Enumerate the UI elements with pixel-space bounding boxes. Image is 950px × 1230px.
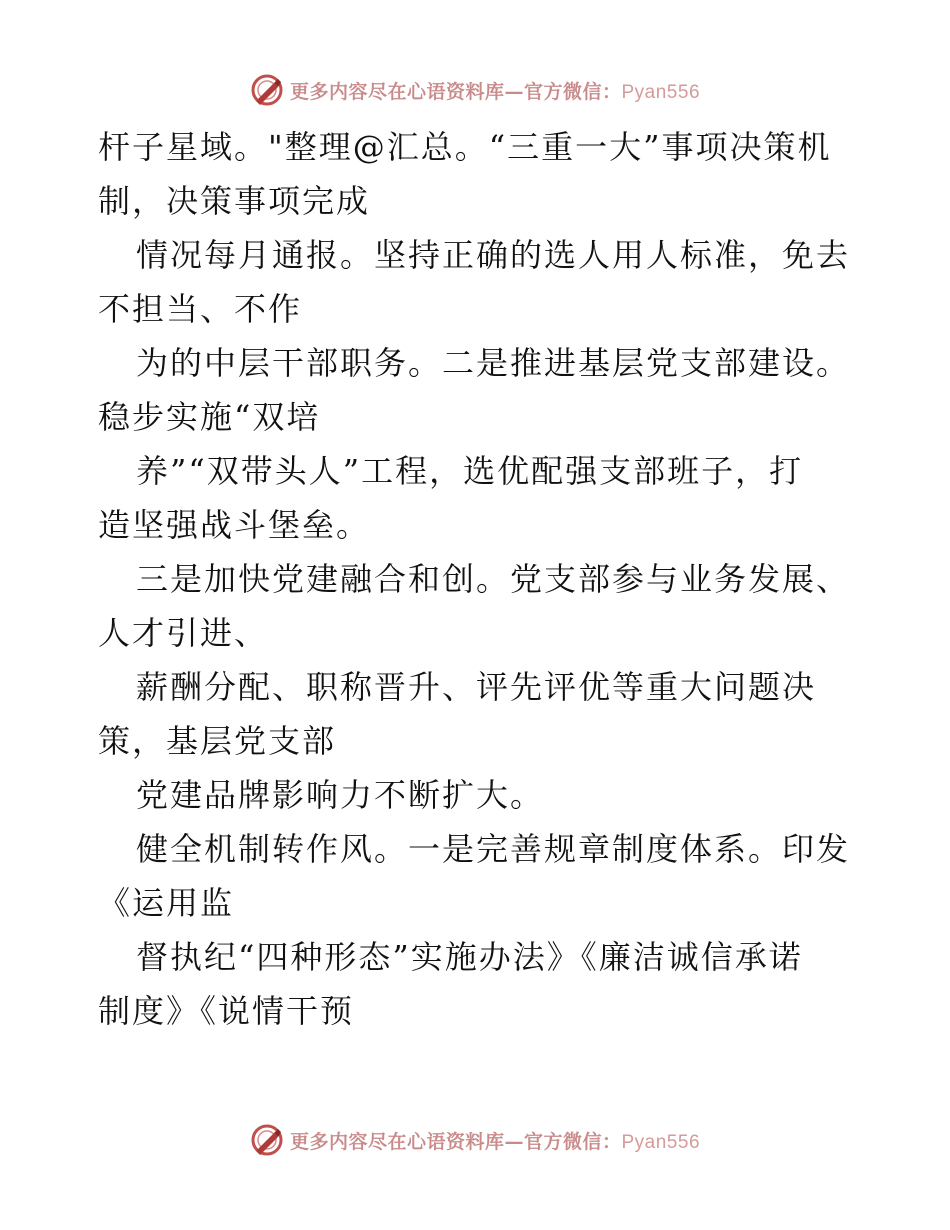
text-line: 人才引进、	[98, 614, 269, 652]
text-line: 造坚强战斗堡垒。	[98, 506, 371, 544]
text-line: 不担当、不作	[98, 290, 303, 328]
document-body	[98, 120, 858, 1038]
text-line: 三是加快党建融合和创。党支部参与业务发展、	[136, 560, 851, 598]
text-line: 《运用监	[98, 884, 235, 922]
text-line: 养”“双带头人”工程，选优配强支部班子，打	[136, 452, 804, 490]
text-line: 制度》《说情干预	[98, 992, 355, 1030]
pen-logo-icon	[250, 73, 284, 107]
text-line: 稳步实施“双培	[98, 398, 321, 436]
text-line: 情况每月通报。坚持正确的选人用人标准，免去	[136, 236, 851, 274]
header-watermark-banner	[0, 70, 950, 110]
header-watermark-text: 更多内容尽在心语资料库—官方微信：Pyan556	[289, 80, 701, 103]
footer-watermark-banner	[0, 1120, 950, 1160]
text-line: 为的中层干部职务。二是推进基层党支部建设。	[136, 344, 851, 382]
text-line: 薪酬分配、职称晋升、评先评优等重大问题决	[136, 668, 817, 706]
text-line: 督执纪“四种形态”实施办法》《廉洁诚信承诺	[136, 938, 803, 976]
text-line: 制，决策事项完成	[98, 182, 371, 220]
text-line: 杆子星域。"整理@汇总。“三重一大”事项决策机	[98, 128, 832, 166]
text-line: 策，基层党支部	[98, 722, 337, 760]
text-line: 健全机制转作风。一是完善规章制度体系。印发	[136, 830, 851, 868]
pen-logo-icon	[250, 1123, 284, 1157]
text-line: 党建品牌影响力不断扩大。	[136, 776, 545, 814]
footer-watermark-text: 更多内容尽在心语资料库—官方微信：Pyan556	[289, 1130, 701, 1153]
